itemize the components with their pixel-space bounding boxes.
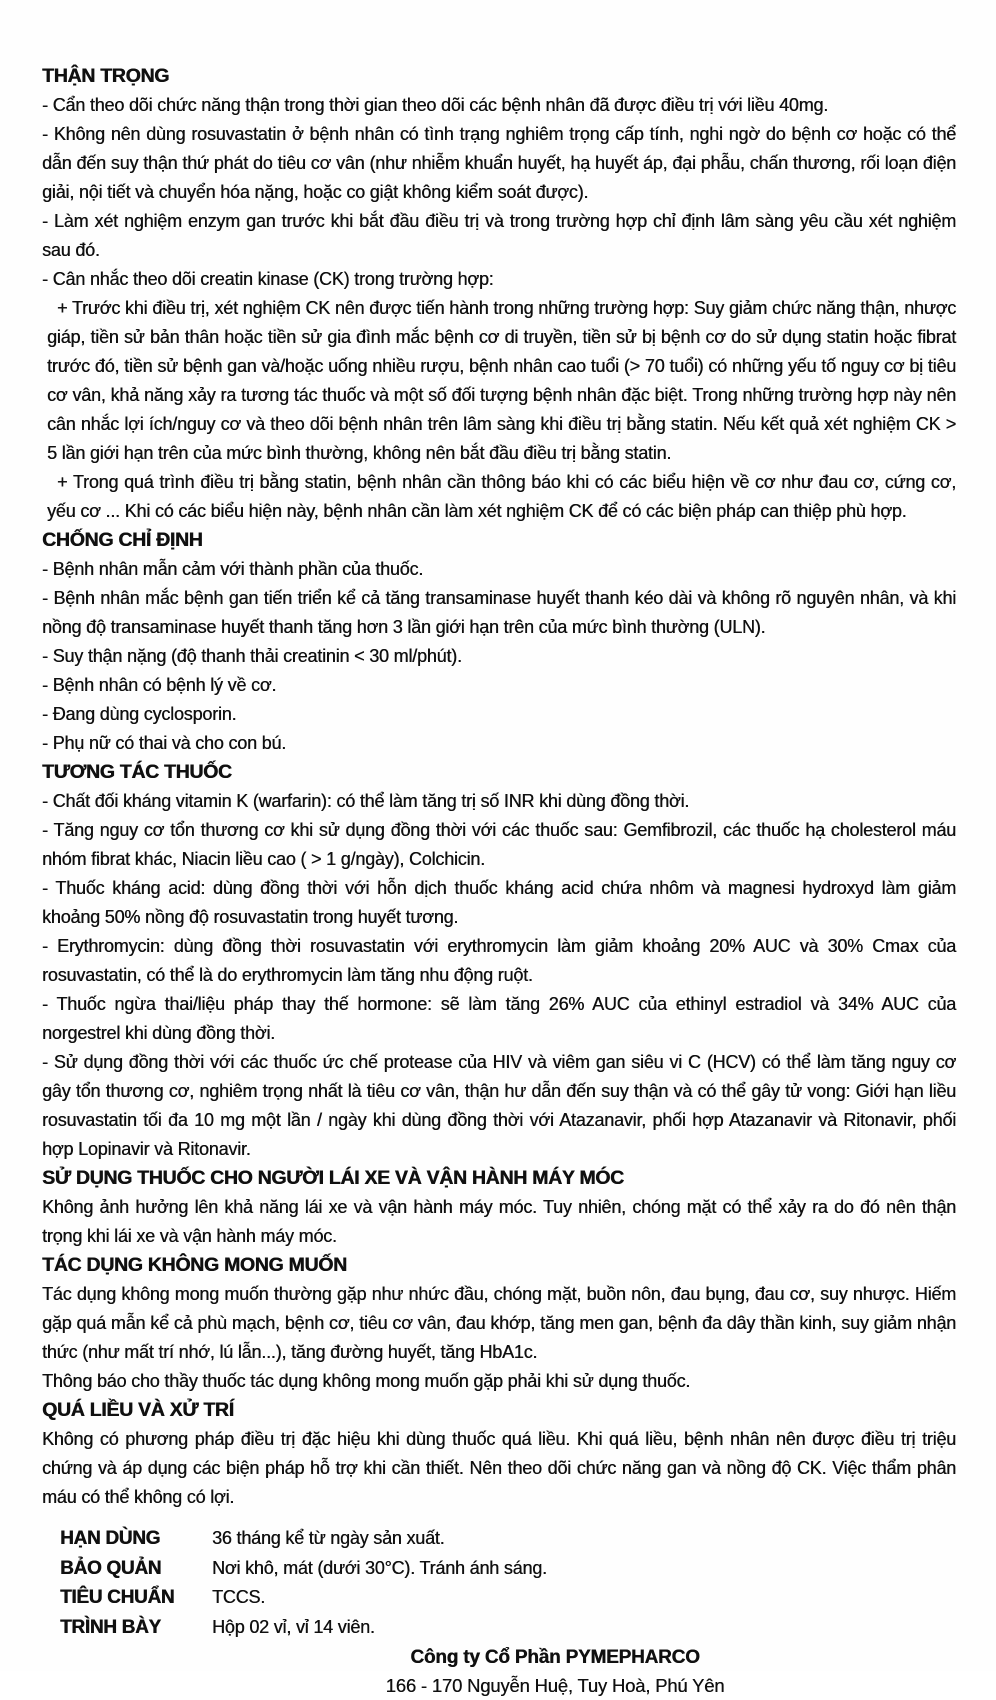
- section-heading-chong-chi-dinh: CHỐNG CHỈ ĐỊNH: [42, 529, 203, 551]
- paragraph: Không có phương pháp điều trị đặc hiệu khi dùng thuốc quá liều. Khi quá liều, bệnh nhân nên được điều trị triệu chứng và áp dụng các biện pháp hỗ trợ khi cần thiết. Nên theo dõi chức năng gan và nồng độ CK. Việc thẩm phân máu có thể không có lợi.: [42, 1429, 956, 1507]
- section-qua-lieu-va-xu-tri: [42, 1396, 956, 1512]
- paragraph: Thông báo cho thầy thuốc tác dụng không mong muốn gặp phải khi sử dụng thuốc.: [42, 1371, 691, 1391]
- detail-value: TCCS.: [212, 1587, 266, 1607]
- detail-label: TRÌNH BÀY: [60, 1616, 161, 1638]
- footer: [42, 1644, 956, 1700]
- paragraph: - Làm xét nghiệm enzym gan trước khi bắt đầu điều trị và trong trường hợp chỉ định lâm sàng yêu cầu xét nghiệm sau đó.: [42, 211, 956, 260]
- section-than-trong: [42, 62, 956, 526]
- company-address: 166 - 170 Nguyễn Huệ, Tuy Hoà, Phú Yên: [385, 1675, 725, 1696]
- paragraph: - Bệnh nhân có bệnh lý về cơ.: [42, 675, 277, 695]
- section-heading-than-trong: THẬN TRỌNG: [42, 65, 169, 87]
- paragraph: - Tăng nguy cơ tổn thương cơ khi sử dụng đồng thời với các thuốc sau: Gemfibrozil, các thuốc hạ cholesterol máu nhóm fibrat khác, Niacin liều cao ( > 1 g/ngày), Colchicin.: [42, 820, 956, 869]
- detail-row: [60, 1583, 956, 1613]
- detail-label: TIÊU CHUẨN: [60, 1587, 175, 1608]
- paragraph: - Bệnh nhân mắc bệnh gan tiến triển kể cả tăng transaminase huyết thanh kéo dài và không rõ nguyên nhân, và khi nồng độ transaminase huyết thanh tăng hơn 3 lần giới hạn trên của mức bình thường (ULN).: [42, 588, 956, 637]
- paragraph: - Sử dụng đồng thời với các thuốc ức chế protease của HIV và viêm gan siêu vi C (HCV) có thể làm tăng nguy cơ gây tổn thương cơ, nghiêm trọng nhất là tiêu cơ vân, thận hư dẫn đến suy thận và có thể gây tử vong: Giới hạn liều rosuvastatin tối đa 10 mg một lần / ngày khi dùng đồng thời với Atazanavir, phối hợp Atazanavir và Ritonavir, phối hợp Lopinavir và Ritonavir.: [42, 1052, 956, 1159]
- paragraph: - Phụ nữ có thai và cho con bú.: [42, 733, 286, 753]
- paragraph: Tác dụng không mong muốn thường gặp như nhức đầu, chóng mặt, buồn nôn, đau bụng, đau cơ, suy nhược. Hiếm gặp quá mẫn kể cả phù mạch, bệnh cơ, tiêu cơ vân, đau khớp, tăng men gan, bệnh đa dây thần kinh, suy giảm nhận thức (như mất trí nhớ, lú lẫn...), tăng đường huyết, tăng HbA1c.: [42, 1284, 956, 1362]
- detail-label: BẢO QUẢN: [60, 1557, 162, 1579]
- section-tuong-tac-thuoc: [42, 758, 956, 1164]
- paragraph: - Erythromycin: dùng đồng thời rosuvastatin với erythromycin làm giảm khoảng 20% AUC và 30% Cmax của rosuvastatin, có thể là do erythromycin làm tăng nhu động ruột.: [42, 936, 956, 985]
- detail-label: HẠN DÙNG: [60, 1528, 160, 1549]
- section-chong-chi-dinh: [42, 526, 956, 758]
- detail-row: [60, 1554, 956, 1584]
- paragraph: - Thuốc kháng acid: dùng đồng thời với hỗn dịch thuốc kháng acid chứa nhôm và magnesi hydroxyd làm giảm khoảng 50% nồng độ rosuvastatin trong huyết tương.: [42, 878, 956, 927]
- paragraph: - Cẩn theo dõi chức năng thận trong thời gian theo dõi các bệnh nhân đã được điều trị với liều 40mg.: [42, 95, 829, 115]
- section-lai-xe-van-hanh-may-moc: [42, 1164, 956, 1251]
- paragraph: Không ảnh hưởng lên khả năng lái xe và vận hành máy móc. Tuy nhiên, chóng mặt có thể xảy ra do đó nên thận trọng khi lái xe và vận hành máy móc.: [42, 1197, 956, 1246]
- section-heading-qua-lieu-va-xu-tri: QUÁ LIỀU VÀ XỬ TRÍ: [42, 1399, 234, 1421]
- paragraph: - Chất đối kháng vitamin K (warfarin): có thể làm tăng trị số INR khi dùng đồng thời.: [42, 791, 690, 811]
- paragraph: - Suy thận nặng (độ thanh thải creatinin < 30 ml/phút).: [42, 646, 462, 666]
- detail-value: Hộp 02 vỉ, vỉ 14 viên.: [212, 1616, 375, 1637]
- company-name: Công ty Cổ Phần PYMEPHARCO: [410, 1647, 700, 1668]
- paragraph: + Trước khi điều trị, xét nghiệm CK nên được tiến hành trong những trường hợp: Suy giảm chức năng thận, nhược giáp, tiền sử bản thân hoặc tiền sử gia đình mắc bệnh cơ di truyền, tiền sử bị bệnh cơ do sử dụng statin hoặc fibrat trước đó, tiền sử bệnh gan và/hoặc uống nhiều rượu, bệnh nhân cao tuổi (> 70 tuổi) có những yếu tố nguy cơ bị tiêu cơ vân, khả năng xảy ra tương tác thuốc và một số đối tượng bệnh nhân đặc biệt. Trong những trường hợp này nên cân nhắc lợi ích/nguy cơ và theo dõi bệnh nhân trên lâm sàng khi điều trị bằng statin. Nếu kết quả xét nghiệm CK > 5 lần giới hạn trên của mức bình thường, không nên bắt đầu điều trị bằng statin.: [47, 298, 956, 463]
- section-heading-tuong-tac-thuoc: TƯƠNG TÁC THUỐC: [42, 761, 232, 783]
- paragraph: - Cân nhắc theo dõi creatin kinase (CK) trong trường hợp:: [42, 269, 494, 289]
- section-tac-dung-khong-mong-muon: [42, 1251, 956, 1396]
- section-heading-lai-xe-van-hanh-may-moc: SỬ DỤNG THUỐC CHO NGƯỜI LÁI XE VÀ VẬN HÀNH MÁY MÓC: [42, 1167, 624, 1189]
- paragraph: - Không nên dùng rosuvastatin ở bệnh nhân có tình trạng nghiêm trọng cấp tính, nghi ngờ do bệnh cơ hoặc có thể dẫn đến suy thận thứ phát do tiêu cơ vân (như nhiễm khuẩn huyết, hạ huyết áp, đại phẫu, chấn thương, rối loạn điện giải, nội tiết và chuyển hóa nặng, hoặc co giật không kiểm soát được).: [42, 124, 956, 202]
- detail-value: Nơi khô, mát (dưới 30°C). Tránh ánh sáng.: [212, 1557, 547, 1578]
- paragraph: + Trong quá trình điều trị bằng statin, bệnh nhân cần thông báo khi có các biểu hiện về cơ như đau cơ, cứng cơ, yếu cơ ... Khi có các biểu hiện này, bệnh nhân cần làm xét nghiệm CK để có các biện pháp can thiệp phù hợp.: [47, 472, 956, 521]
- detail-row: [60, 1524, 956, 1554]
- detail-value: 36 tháng kể từ ngày sản xuất.: [212, 1528, 445, 1548]
- paragraph: - Bệnh nhân mẫn cảm với thành phần của thuốc.: [42, 559, 424, 579]
- product-details: [42, 1524, 956, 1642]
- paragraph: - Thuốc ngừa thai/liệu pháp thay thế hormone: sẽ làm tăng 26% AUC của ethinyl estradiol và 34% AUC của norgestrel khi dùng đồng thời.: [42, 994, 956, 1043]
- paragraph: - Đang dùng cyclosporin.: [42, 704, 237, 724]
- section-heading-tac-dung-khong-mong-muon: TÁC DỤNG KHÔNG MONG MUỐN: [42, 1254, 347, 1276]
- detail-row: [60, 1613, 956, 1643]
